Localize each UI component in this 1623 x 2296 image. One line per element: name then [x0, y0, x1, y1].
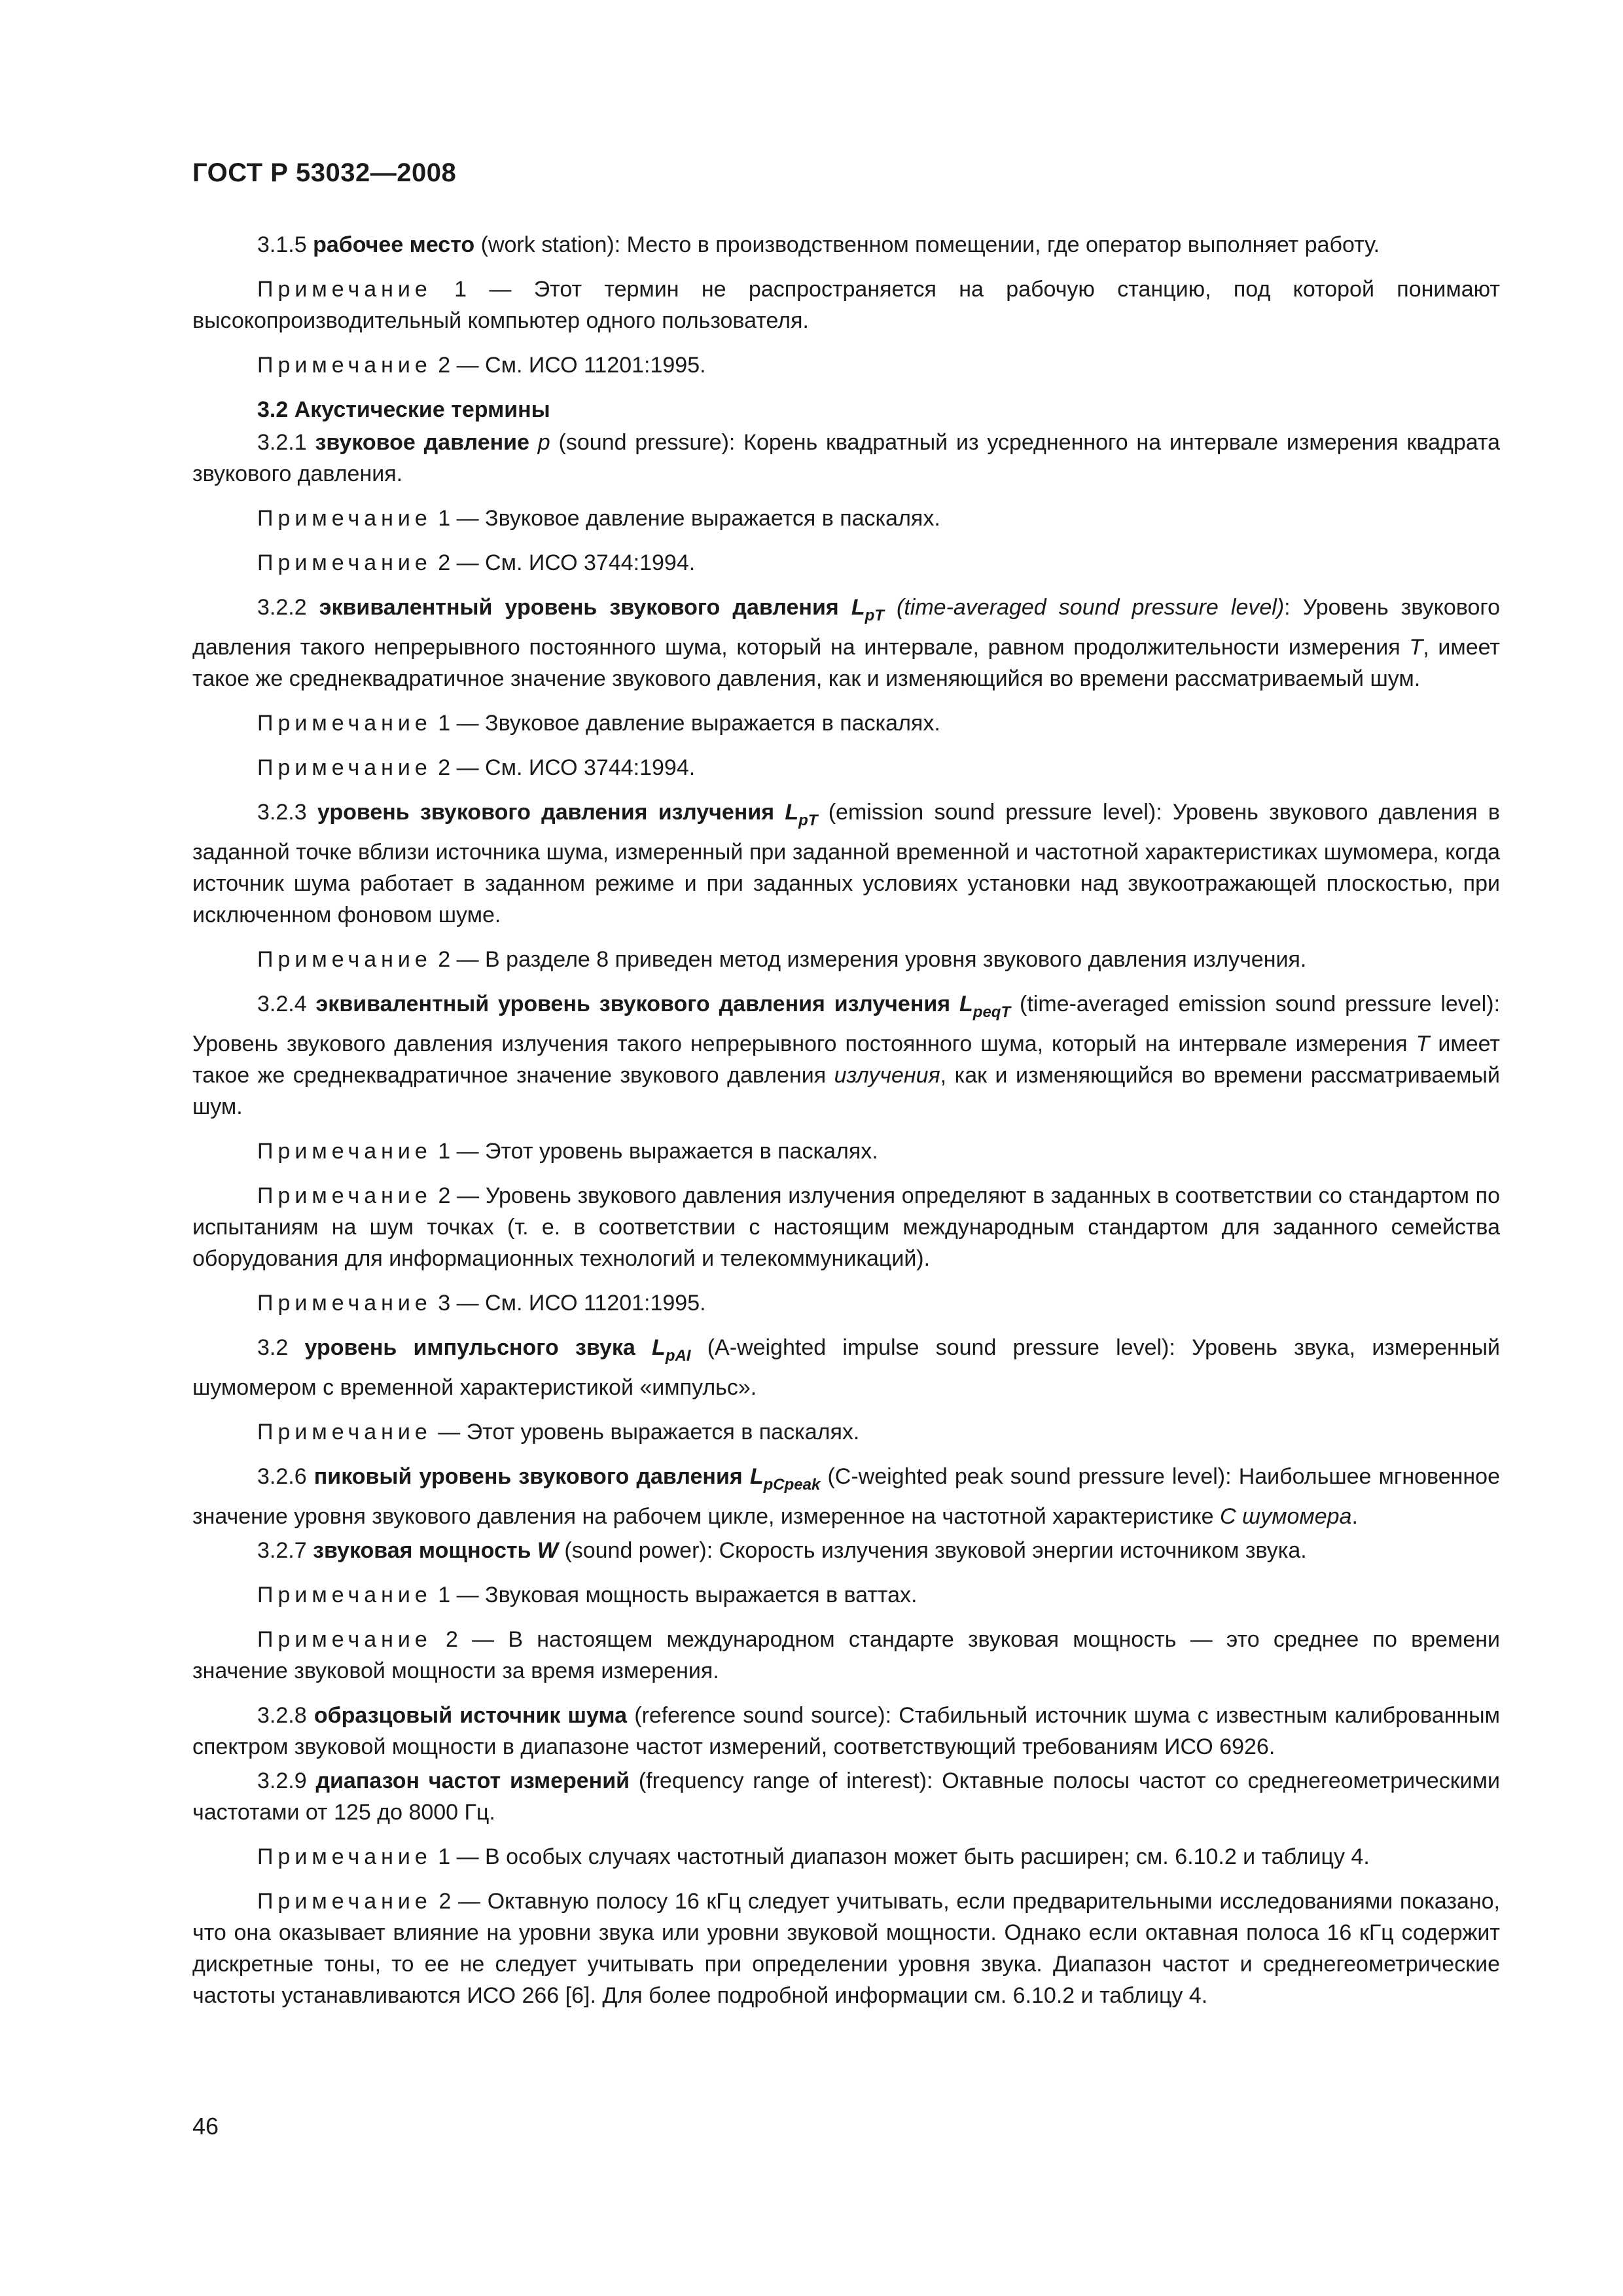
- document-header: ГОСТ Р 53032—2008: [192, 158, 457, 187]
- term-3-2-8: 3.2.8 образцовый источник шума (reference sound source): Стабильный источник шума с известным калиброванным спектром звуковой мощности в диапазоне частот измерений, соответствующий требованиям ИСО 6926.: [192, 1703, 1500, 1759]
- note-3-2-2-2: Примечание 2 — См. ИСО 3744:1994.: [257, 755, 696, 780]
- page-number: 46: [192, 2113, 219, 2140]
- note-3-1-5-1: Примечание 1 — Этот термин не распространяется на рабочую станцию, под которой понимают высокопроизводительный компьютер одного пользователя.: [192, 277, 1500, 333]
- note-3-2-4-1: Примечание 1 — Этот уровень выражается в паскалях.: [257, 1139, 878, 1164]
- term-3-1-5: 3.1.5 рабочее место (work station): Место в производственном помещении, где оператор выполняет работу.: [257, 232, 1380, 257]
- note-3-2-3-2: Примечание 2 — В разделе 8 приведен метод измерения уровня звукового давления излучения.: [257, 947, 1307, 972]
- note-3-2-9-1: Примечание 1 — В особых случаях частотный диапазон может быть расширен; см. 6.10.2 и таблицу 4.: [257, 1844, 1370, 1869]
- term-3-2-1: 3.2.1 звуковое давление p (sound pressure): Корень квадратный из усредненного на интервале измерения квадрата звукового давления.: [192, 430, 1501, 486]
- term-3-2-7: 3.2.7 звуковая мощность W (sound power): Скорость излучения звуковой энергии источником звука.: [257, 1538, 1307, 1563]
- section-heading-3-2: 3.2 Акустические термины: [257, 397, 550, 422]
- note-3-2-1-2: Примечание 2 — См. ИСО 3744:1994.: [257, 550, 696, 575]
- note-3-2-7-1: Примечание 1 — Звуковая мощность выражается в ваттах.: [257, 1583, 918, 1607]
- term-3-2-5: 3.2 уровень импульсного звука $L_{pAI}$ (A-weighted impulse sound pressure level): Уровень звука, измеренный шумомером с временной характеристикой «импульс».: [192, 1335, 1501, 1400]
- note-3-2-7-2: Примечание 2 — В настоящем международном стандарте звуковая мощность — это среднее по времени значение звуковой мощности за время измерения.: [192, 1627, 1500, 1683]
- term-3-2-4: 3.2.4 эквивалентный уровень звукового давления излучения $L_{peqT}$ (time-averaged emission sound pressure level): Уровень звукового давления излучения такого непрерывного постоянного шума, который на интервале измерения T имеет такое же среднеквадратичное значение звукового давления излучения, как и изменяющийся во времени рассматриваемый шум.: [192, 992, 1501, 1119]
- note-3-2-9-2: Примечание 2 — Октавную полосу 16 кГц следует учитывать, если предварительными исследованиями показано, что она оказывает влияние на уровни звука или уровни звуковой мощности. Однако если октавная полоса 16 кГц содержит дискретные тоны, то ее не следует учитывать при определении уровня звука. Диапазон частот и среднегеометрические частоты устанавливаются ИСО 266 [6]. Для более подробной информации см. 6.10.2 и таблицу 4.: [192, 1889, 1500, 2008]
- term-3-2-3: 3.2.3 уровень звукового давления излучения $L_{pT}$ (emission sound pressure level): Уровень звукового давления в заданной точке вблизи источника шума, измеренный при заданной временной и частотной характеристиках шумомера, когда источник шума работает в заданном режиме и при заданных условиях установки над звукоотражающей плоскостью, при исключенном фоновом шуме.: [192, 800, 1500, 927]
- note-3-2-2-1: Примечание 1 — Звуковое давление выражается в паскалях.: [257, 711, 940, 736]
- term-3-2-6: 3.2.6 пиковый уровень звукового давления $L_{pCpeak}$ (C-weighted peak sound pressure level): Наибольшее мгновенное значение уровня звукового давления на рабочем цикле, измеренное на частотной характеристике С шумомера.: [192, 1464, 1500, 1529]
- note-3-2-1-1: Примечание 1 — Звуковое давление выражается в паскалях.: [257, 506, 940, 531]
- note-3-2-4-2: Примечание 2 — Уровень звукового давления излучения определяют в заданных в соответствии со стандартом по испытаниям на шум точках (т. е. в соответствии с настоящим международным стандартом для заданного семейства оборудования для информационных технологий и телекоммуникаций).: [192, 1183, 1500, 1271]
- term-3-2-2: 3.2.2 эквивалентный уровень звукового давления $L_{pT}$ (time-averaged sound pressure level): Уровень звукового давления такого непрерывного постоянного шума, который на интервале, равном продолжительности измерения T, имеет такое же среднеквадратичное значение звукового давления, как и изменяющийся во времени рассматриваемый шум.: [192, 595, 1500, 691]
- term-3-2-9: 3.2.9 диапазон частот измерений (frequency range of interest): Октавные полосы частот со среднегеометрическими частотами от 125 до 8000 Гц.: [192, 1768, 1500, 1825]
- note-3-2-4-3: Примечание 3 — См. ИСО 11201:1995.: [257, 1291, 706, 1316]
- document-body: [192, 229, 1500, 2024]
- note-3-2-5: Примечание — Этот уровень выражается в паскалях.: [257, 1420, 860, 1444]
- note-3-1-5-2: Примечание 2 — См. ИСО 11201:1995.: [257, 353, 706, 378]
